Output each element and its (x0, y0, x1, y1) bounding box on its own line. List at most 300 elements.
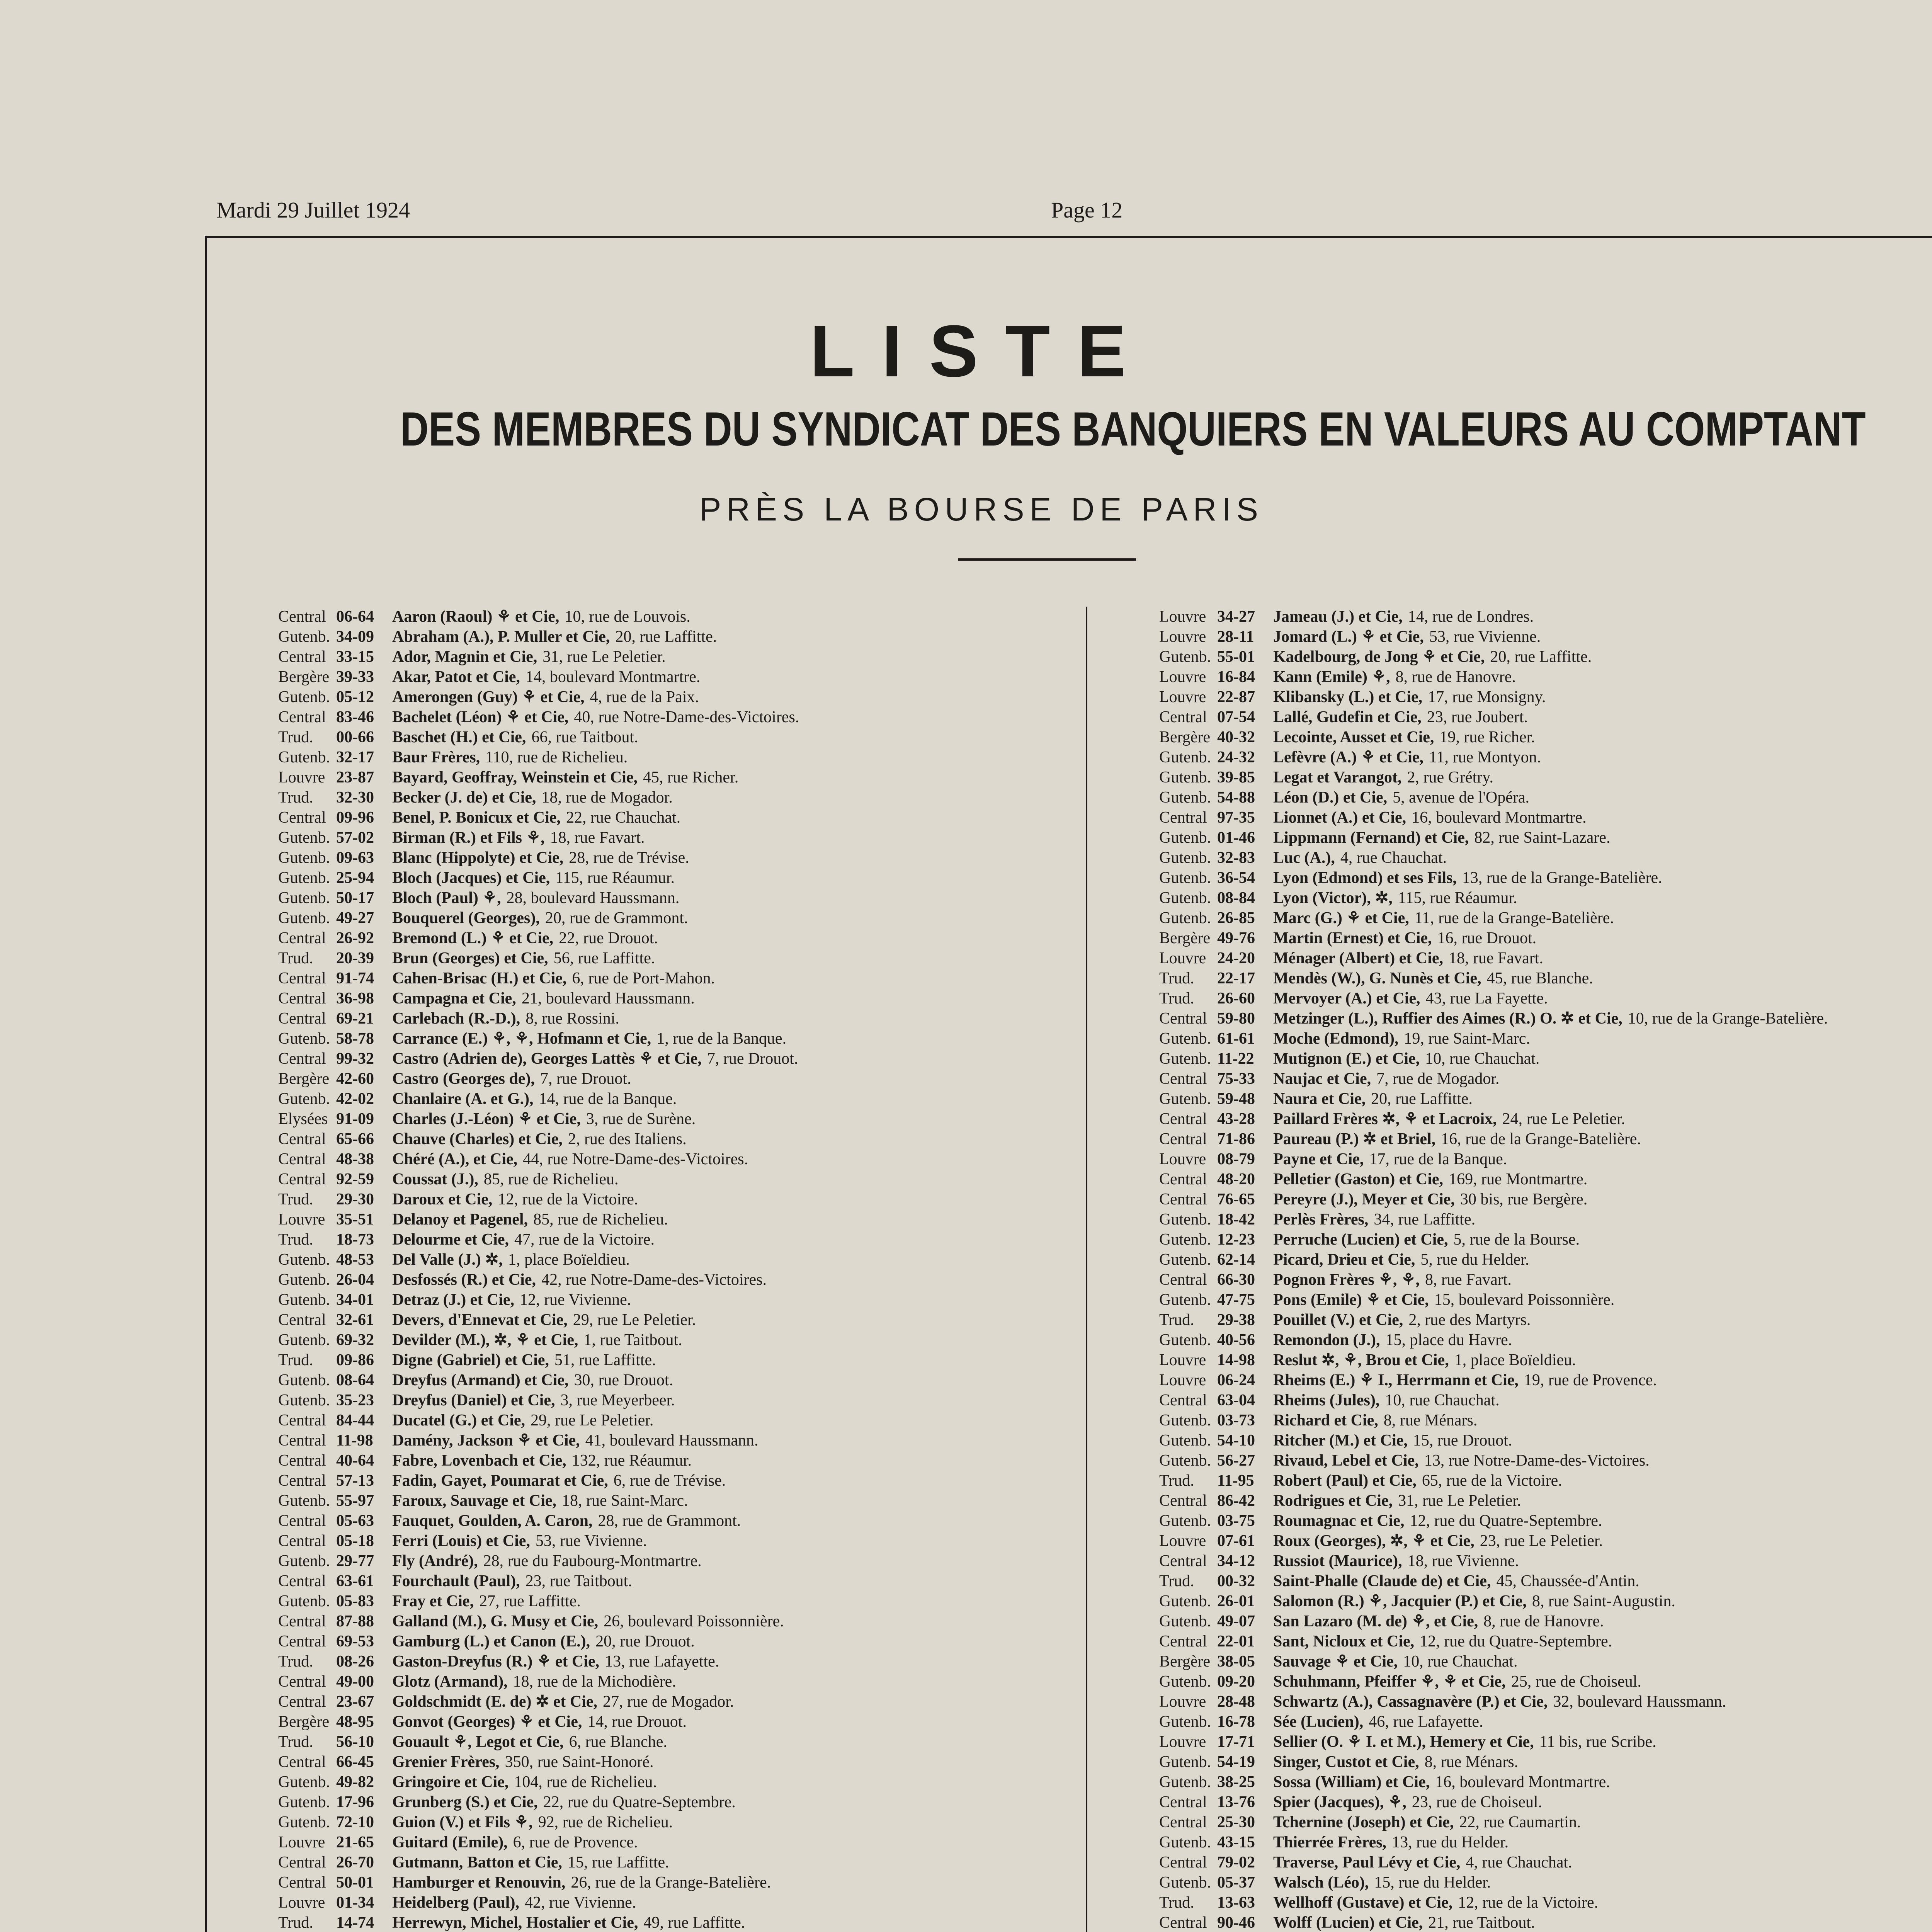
phone-number: 28-11 (1217, 628, 1254, 646)
phone-number: 08-79 (1217, 1150, 1255, 1168)
member-address: 24, rue Le Peletier. (1502, 1110, 1626, 1128)
member-row (278, 1149, 1078, 1169)
member-row (278, 828, 1078, 848)
member-name: Chéré (A.), et Cie, (392, 1150, 518, 1168)
member-name: Pereyre (J.), Meyer et Cie, (1273, 1190, 1455, 1208)
phone-number: 66-45 (336, 1753, 374, 1771)
member-address: 28, boulevard Haussmann. (506, 889, 680, 907)
exchange: Gutenb. (278, 869, 330, 887)
phone-number: 05-12 (336, 688, 374, 706)
phone-number: 18-73 (336, 1231, 374, 1248)
exchange: Central (278, 1854, 326, 1871)
member-address: 40, rue Notre-Dame-des-Victoires. (574, 708, 799, 726)
member-address: 6, rue de Provence. (513, 1833, 638, 1851)
member-name: Jomard (L.) ⚘ et Cie, (1273, 628, 1424, 646)
member-address: 26, boulevard Poissonnière. (604, 1612, 784, 1630)
exchange: Central (278, 969, 326, 987)
member-row (1159, 1732, 1932, 1752)
member-address: 17, rue Monsigny. (1428, 688, 1546, 706)
exchange: Elysées (278, 1110, 328, 1128)
exchange: Central (278, 1050, 326, 1068)
member-address: 13, rue du Helder. (1392, 1833, 1509, 1851)
member-row (278, 1290, 1078, 1310)
member-address: 11 bis, rue Scribe. (1539, 1733, 1656, 1751)
member-name: Fauquet, Goulden, A. Caron, (392, 1512, 593, 1530)
member-row (1159, 1591, 1932, 1611)
phone-number: 42-60 (336, 1070, 374, 1088)
exchange: Louvre (278, 1833, 325, 1851)
member-address: 66, rue Taitbout. (531, 728, 638, 746)
member-name: Klibansky (L.) et Cie, (1273, 688, 1423, 706)
phone-number: 54-19 (1217, 1753, 1255, 1771)
member-row (278, 1270, 1078, 1290)
member-row (1159, 1230, 1932, 1250)
phone-number: 14-74 (336, 1914, 374, 1932)
member-name: Rheims (Jules), (1273, 1391, 1380, 1409)
member-name: Benel, P. Bonicux et Cie, (392, 809, 561, 827)
member-row (278, 767, 1078, 787)
phone-number: 40-32 (1217, 728, 1255, 746)
exchange: Gutenb. (278, 1391, 330, 1409)
exchange: Central (1159, 1110, 1207, 1128)
member-name: Singer, Custot et Cie, (1273, 1753, 1419, 1771)
member-address: 16, rue Drouot. (1437, 929, 1537, 947)
member-row (278, 1029, 1078, 1049)
member-name: Brun (Georges) et Cie, (392, 949, 548, 967)
member-address: 25, rue de Choiseul. (1511, 1673, 1641, 1690)
member-address: 26, rue de la Grange-Batelière. (571, 1874, 771, 1891)
exchange: Gutenb. (1159, 1592, 1211, 1610)
member-name: Schuhmann, Pfeiffer ⚘, ⚘ et Cie, (1273, 1673, 1506, 1690)
member-address: 18, rue Favart. (1449, 949, 1543, 967)
phone-number: 23-87 (336, 769, 374, 786)
exchange: Louvre (1159, 949, 1206, 967)
member-row (1159, 988, 1932, 1009)
member-row (278, 627, 1078, 647)
exchange: Central (278, 1472, 326, 1490)
member-row (1159, 1571, 1932, 1591)
member-row (278, 1913, 1078, 1932)
phone-number: 11-95 (1217, 1472, 1254, 1490)
exchange: Bergère (1159, 728, 1211, 746)
member-name: Heidelberg (Paul), (392, 1894, 519, 1912)
phone-number: 59-80 (1217, 1010, 1255, 1027)
member-row (278, 908, 1078, 928)
member-row (1159, 1430, 1932, 1451)
member-row (1159, 1712, 1932, 1732)
phone-number: 61-61 (1217, 1030, 1255, 1048)
member-address: 5, rue du Helder. (1420, 1251, 1529, 1269)
member-address: 115, rue Réaumur. (555, 869, 675, 887)
exchange: Gutenb. (1159, 1713, 1211, 1731)
phone-number: 54-10 (1217, 1432, 1255, 1449)
member-row (278, 888, 1078, 908)
member-name: Wolff (Lucien) et Cie, (1273, 1914, 1423, 1932)
member-row (278, 1752, 1078, 1772)
member-name: Bloch (Jacques) et Cie, (392, 869, 550, 887)
member-row (278, 1451, 1078, 1471)
member-address: 18, rue Saint-Marc. (562, 1492, 688, 1510)
phone-number: 47-75 (1217, 1291, 1255, 1309)
member-address: 45, Chaussée-d'Antin. (1496, 1572, 1639, 1590)
member-row (1159, 1169, 1932, 1189)
phone-number: 48-53 (336, 1251, 374, 1269)
phone-number: 86-42 (1217, 1492, 1255, 1510)
exchange: Central (278, 1010, 326, 1027)
member-name: Richard et Cie, (1273, 1412, 1378, 1429)
exchange: Louvre (1159, 628, 1206, 646)
member-name: Carrance (E.) ⚘, ⚘, Hofmann et Cie, (392, 1030, 651, 1048)
member-address: 34, rue Laffitte. (1374, 1211, 1476, 1228)
exchange: Gutenb. (1159, 1211, 1211, 1228)
exchange: Louvre (1159, 668, 1206, 686)
phone-number: 32-30 (336, 789, 374, 806)
phone-number: 14-98 (1217, 1351, 1255, 1369)
member-address: 51, rue Laffitte. (554, 1351, 656, 1369)
member-name: Guitard (Emile), (392, 1833, 508, 1851)
member-address: 46, rue Lafayette. (1369, 1713, 1483, 1731)
phone-number: 09-20 (1217, 1673, 1255, 1690)
member-name: Remondon (J.), (1273, 1331, 1380, 1349)
member-address: 85, rue de Richelieu. (533, 1211, 668, 1228)
exchange: Central (1159, 1552, 1207, 1570)
phone-number: 99-32 (336, 1050, 374, 1068)
member-name: Paureau (P.) ✲ et Briel, (1273, 1130, 1436, 1148)
member-name: Damény, Jackson ⚘ et Cie, (392, 1432, 580, 1449)
member-name: Kadelbourg, de Jong ⚘ et Cie, (1273, 648, 1485, 666)
phone-number: 34-12 (1217, 1552, 1255, 1570)
member-address: 20, rue Laffitte. (1490, 648, 1592, 666)
phone-number: 39-33 (336, 668, 374, 686)
member-address: 42, rue Vivienne. (524, 1894, 636, 1912)
member-name: Lecointe, Ausset et Cie, (1273, 728, 1434, 746)
title-bourse: PRÈS LA BOURSE DE PARIS (699, 491, 1264, 527)
member-row (1159, 1290, 1932, 1310)
phone-number: 25-94 (336, 869, 374, 887)
exchange: Bergère (278, 1713, 330, 1731)
exchange: Trud. (1159, 969, 1194, 987)
member-row (278, 1471, 1078, 1491)
member-name: Gaston-Dreyfus (R.) ⚘ et Cie, (392, 1653, 600, 1670)
member-row (1159, 1250, 1932, 1270)
member-name: Perruche (Lucien) et Cie, (1273, 1231, 1448, 1248)
phone-number: 35-51 (336, 1211, 374, 1228)
member-address: 10, rue Chauchat. (1403, 1653, 1518, 1670)
phone-number: 43-15 (1217, 1833, 1255, 1851)
member-name: Gouault ⚘, Legot et Cie, (392, 1733, 564, 1751)
phone-number: 59-48 (1217, 1090, 1255, 1108)
member-address: 17, rue de la Banque. (1369, 1150, 1507, 1168)
member-row (278, 1350, 1078, 1370)
member-name: Payne et Cie, (1273, 1150, 1364, 1168)
exchange: Gutenb. (278, 688, 330, 706)
member-row (278, 848, 1078, 868)
phone-number: 50-01 (336, 1874, 374, 1891)
member-address: 6, rue Blanche. (569, 1733, 667, 1751)
phone-number: 17-96 (336, 1793, 374, 1811)
member-name: Gringoire et Cie, (392, 1773, 509, 1791)
exchange: Central (1159, 1793, 1207, 1811)
phone-number: 17-71 (1217, 1733, 1255, 1751)
exchange: Trud. (1159, 1311, 1194, 1329)
member-address: 10, rue de Louvois. (565, 608, 690, 626)
member-address: 6, rue de Trévise. (613, 1472, 726, 1490)
member-row (278, 1872, 1078, 1893)
member-address: 13, rue de la Grange-Batelière. (1462, 869, 1662, 887)
member-name: Salomon (R.) ⚘, Jacquier (P.) et Cie, (1273, 1592, 1527, 1610)
member-row (278, 1169, 1078, 1189)
exchange: Trud. (278, 949, 313, 967)
member-row (1159, 1189, 1932, 1209)
exchange: Central (1159, 1170, 1207, 1188)
member-row (278, 1410, 1078, 1430)
member-name: Ménager (Albert) et Cie, (1273, 949, 1444, 967)
member-name: Ferri (Louis) et Cie, (392, 1532, 530, 1550)
member-row (278, 1692, 1078, 1712)
phone-number: 34-27 (1217, 608, 1255, 626)
member-row (278, 948, 1078, 968)
title-rule (958, 558, 1136, 561)
member-name: Robert (Paul) et Cie, (1273, 1472, 1417, 1490)
member-address: 2, rue Grétry. (1407, 769, 1493, 786)
member-name: Mutignon (E.) et Cie, (1273, 1050, 1420, 1068)
member-address: 12, rue du Quatre-Septembre. (1410, 1512, 1602, 1530)
member-row (1159, 1611, 1932, 1631)
phone-number: 28-48 (1217, 1693, 1255, 1711)
phone-number: 12-23 (1217, 1231, 1255, 1248)
member-name: Rodrigues et Cie, (1273, 1492, 1393, 1510)
member-name: Ritcher (M.) et Cie, (1273, 1432, 1408, 1449)
phone-number: 50-17 (336, 889, 374, 907)
exchange: Gutenb. (278, 1773, 330, 1791)
member-name: Walsch (Léo), (1273, 1874, 1369, 1891)
member-row (278, 1591, 1078, 1611)
exchange: Louvre (278, 769, 325, 786)
phone-number: 36-54 (1217, 869, 1255, 887)
member-name: Roux (Georges), ✲, ⚘ et Cie, (1273, 1532, 1475, 1550)
member-name: Schwartz (A.), Cassagnavère (P.) et Cie, (1273, 1693, 1548, 1711)
exchange: Gutenb. (1159, 1612, 1211, 1630)
member-name: Bayard, Geoffray, Weinstein et Cie, (392, 769, 638, 786)
member-name: Ducatel (G.) et Cie, (392, 1412, 526, 1429)
exchange: Central (278, 1612, 326, 1630)
member-row (278, 1250, 1078, 1270)
member-row (278, 1189, 1078, 1209)
member-row (1159, 908, 1932, 928)
phone-number: 09-86 (336, 1351, 374, 1369)
phone-number: 66-30 (1217, 1271, 1255, 1289)
exchange: Central (278, 1432, 326, 1449)
member-name: Thierrée Frères, (1273, 1833, 1387, 1851)
member-name: Lefèvre (A.) ⚘ et Cie, (1273, 748, 1424, 766)
member-row (1159, 647, 1932, 667)
member-name: Rivaud, Lebel et Cie, (1273, 1452, 1419, 1469)
phone-number: 08-64 (336, 1371, 374, 1389)
member-row (278, 1852, 1078, 1872)
member-row (278, 1732, 1078, 1752)
member-name: Naujac et Cie, (1273, 1070, 1371, 1088)
exchange: Gutenb. (1159, 1432, 1211, 1449)
member-address: 5, avenue de l'Opéra. (1393, 789, 1529, 806)
exchange: Gutenb. (278, 1030, 330, 1048)
exchange: Gutenb. (278, 1492, 330, 1510)
exchange: Central (278, 1452, 326, 1469)
exchange: Gutenb. (1159, 1412, 1211, 1429)
member-address: 31, rue Le Peletier. (1398, 1492, 1521, 1510)
member-name: Goldschmidt (E. de) ✲ et Cie, (392, 1693, 597, 1711)
member-address: 56, rue Laffitte. (553, 949, 655, 967)
member-row (278, 647, 1078, 667)
exchange: Central (278, 1130, 326, 1148)
exchange: Gutenb. (1159, 909, 1211, 927)
member-row (278, 1310, 1078, 1330)
member-row (1159, 1471, 1932, 1491)
member-name: Pelletier (Gaston) et Cie, (1273, 1170, 1444, 1188)
phone-number: 06-24 (1217, 1371, 1255, 1389)
member-address: 20, rue Drouot. (595, 1633, 695, 1650)
member-name: Lionnet (A.) et Cie, (1273, 809, 1406, 827)
member-address: 1, rue Taitbout. (583, 1331, 682, 1349)
exchange: Central (1159, 1914, 1207, 1932)
member-name: Delanoy et Pagenel, (392, 1211, 528, 1228)
exchange: Gutenb. (278, 1271, 330, 1289)
member-name: Sossa (William) et Cie, (1273, 1773, 1430, 1791)
exchange: Gutenb. (1159, 748, 1211, 766)
phone-number: 54-88 (1217, 789, 1255, 806)
member-row (1159, 1852, 1932, 1872)
phone-number: 84-44 (336, 1412, 374, 1429)
member-address: 8, rue de Hanovre. (1483, 1612, 1604, 1630)
member-address: 7, rue Drouot. (540, 1070, 631, 1088)
member-row (278, 1812, 1078, 1832)
member-row (278, 988, 1078, 1009)
member-name: Paillard Frères ✲, ⚘ et Lacroix, (1273, 1110, 1497, 1128)
phone-number: 13-76 (1217, 1793, 1255, 1811)
member-address: 115, rue Réaumur. (1398, 889, 1517, 907)
member-name: Sée (Lucien), (1273, 1713, 1364, 1731)
member-row (1159, 1089, 1932, 1109)
member-row (1159, 1812, 1932, 1832)
member-row (1159, 1792, 1932, 1812)
phone-number: 29-77 (336, 1552, 374, 1570)
member-row (278, 1551, 1078, 1571)
phone-number: 49-00 (336, 1673, 374, 1690)
phone-number: 09-63 (336, 849, 374, 867)
exchange: Gutenb. (1159, 648, 1211, 666)
member-address: 23, rue Le Peletier. (1480, 1532, 1603, 1550)
member-address: 18, rue Favart. (550, 829, 645, 847)
member-address: 23, rue Joubert. (1427, 708, 1528, 726)
member-row (1159, 1491, 1932, 1511)
phone-number: 90-46 (1217, 1914, 1255, 1932)
member-address: 169, rue Montmartre. (1449, 1170, 1588, 1188)
phone-number: 26-60 (1217, 990, 1255, 1007)
member-name: Lallé, Gudefin et Cie, (1273, 708, 1422, 726)
member-name: Gonvot (Georges) ⚘ et Cie, (392, 1713, 582, 1731)
exchange: Central (278, 1532, 326, 1550)
member-address: 28, rue de Trévise. (569, 849, 689, 867)
member-name: Sant, Nicloux et Cie, (1273, 1633, 1415, 1650)
member-name: Devers, d'Ennevat et Cie, (392, 1311, 568, 1329)
exchange: Gutenb. (1159, 889, 1211, 907)
member-address: 7, rue de Mogador. (1376, 1070, 1500, 1088)
member-row (278, 1109, 1078, 1129)
exchange: Gutenb. (278, 829, 330, 847)
exchange: Central (1159, 1813, 1207, 1831)
member-address: 14, rue de Londres. (1408, 608, 1534, 626)
member-name: Fabre, Lovenbach et Cie, (392, 1452, 566, 1469)
member-row (1159, 1029, 1932, 1049)
exchange: Central (278, 1693, 326, 1711)
member-address: 12, rue Vivienne. (519, 1291, 631, 1309)
column-divider (1086, 607, 1087, 1932)
exchange: Gutenb. (1159, 769, 1211, 786)
member-name: Pognon Frères ⚘, ⚘, (1273, 1271, 1420, 1289)
phone-number: 22-87 (1217, 688, 1255, 706)
exchange: Bergère (1159, 929, 1211, 947)
exchange: Central (278, 1673, 326, 1690)
member-name: Reslut ✲, ⚘, Brou et Cie, (1273, 1351, 1449, 1369)
phone-number: 05-63 (336, 1512, 374, 1530)
member-row (278, 1129, 1078, 1149)
phone-number: 56-27 (1217, 1452, 1255, 1469)
phone-number: 03-73 (1217, 1412, 1255, 1429)
member-row (1159, 1370, 1932, 1390)
phone-number: 35-23 (336, 1391, 374, 1409)
member-address: 31, rue Le Peletier. (543, 648, 666, 666)
member-row (278, 1230, 1078, 1250)
exchange: Gutenb. (1159, 1291, 1211, 1309)
member-name: Campagna et Cie, (392, 990, 516, 1007)
exchange: Gutenb. (278, 1592, 330, 1610)
member-row (278, 1772, 1078, 1792)
member-name: Carlebach (R.-D.), (392, 1010, 520, 1027)
member-row (1159, 1551, 1932, 1571)
phone-number: 26-92 (336, 929, 374, 947)
member-row (278, 1832, 1078, 1852)
phone-number: 32-61 (336, 1311, 374, 1329)
exchange: Gutenb. (1159, 849, 1211, 867)
phone-number: 23-67 (336, 1693, 374, 1711)
exchange: Gutenb. (1159, 1512, 1211, 1530)
exchange: Louvre (278, 1894, 325, 1912)
member-row (1159, 1531, 1932, 1551)
member-name: Akar, Patot et Cie, (392, 668, 520, 686)
member-name: Mendès (W.), G. Nunès et Cie, (1273, 969, 1481, 987)
phone-number: 55-97 (336, 1492, 374, 1510)
exchange: Gutenb. (278, 1090, 330, 1108)
exchange: Trud. (278, 1914, 313, 1932)
exchange: Gutenb. (1159, 1833, 1211, 1851)
exchange: Bergère (1159, 1653, 1211, 1670)
member-row (1159, 667, 1932, 687)
member-name: Fray et Cie, (392, 1592, 474, 1610)
member-row (278, 1069, 1078, 1089)
exchange: Louvre (1159, 608, 1206, 626)
member-name: Naura et Cie, (1273, 1090, 1366, 1108)
member-row (278, 1792, 1078, 1812)
exchange: Trud. (278, 1733, 313, 1751)
member-address: 42, rue Notre-Dame-des-Victoires. (541, 1271, 767, 1289)
member-row (1159, 1511, 1932, 1531)
phone-number: 69-53 (336, 1633, 374, 1650)
member-name: Chanlaire (A. et G.), (392, 1090, 534, 1108)
member-address: 45, rue Richer. (643, 769, 739, 786)
member-name: Daroux et Cie, (392, 1190, 493, 1208)
phone-number: 32-17 (336, 748, 374, 766)
exchange: Louvre (1159, 1371, 1206, 1389)
member-row (1159, 727, 1932, 747)
